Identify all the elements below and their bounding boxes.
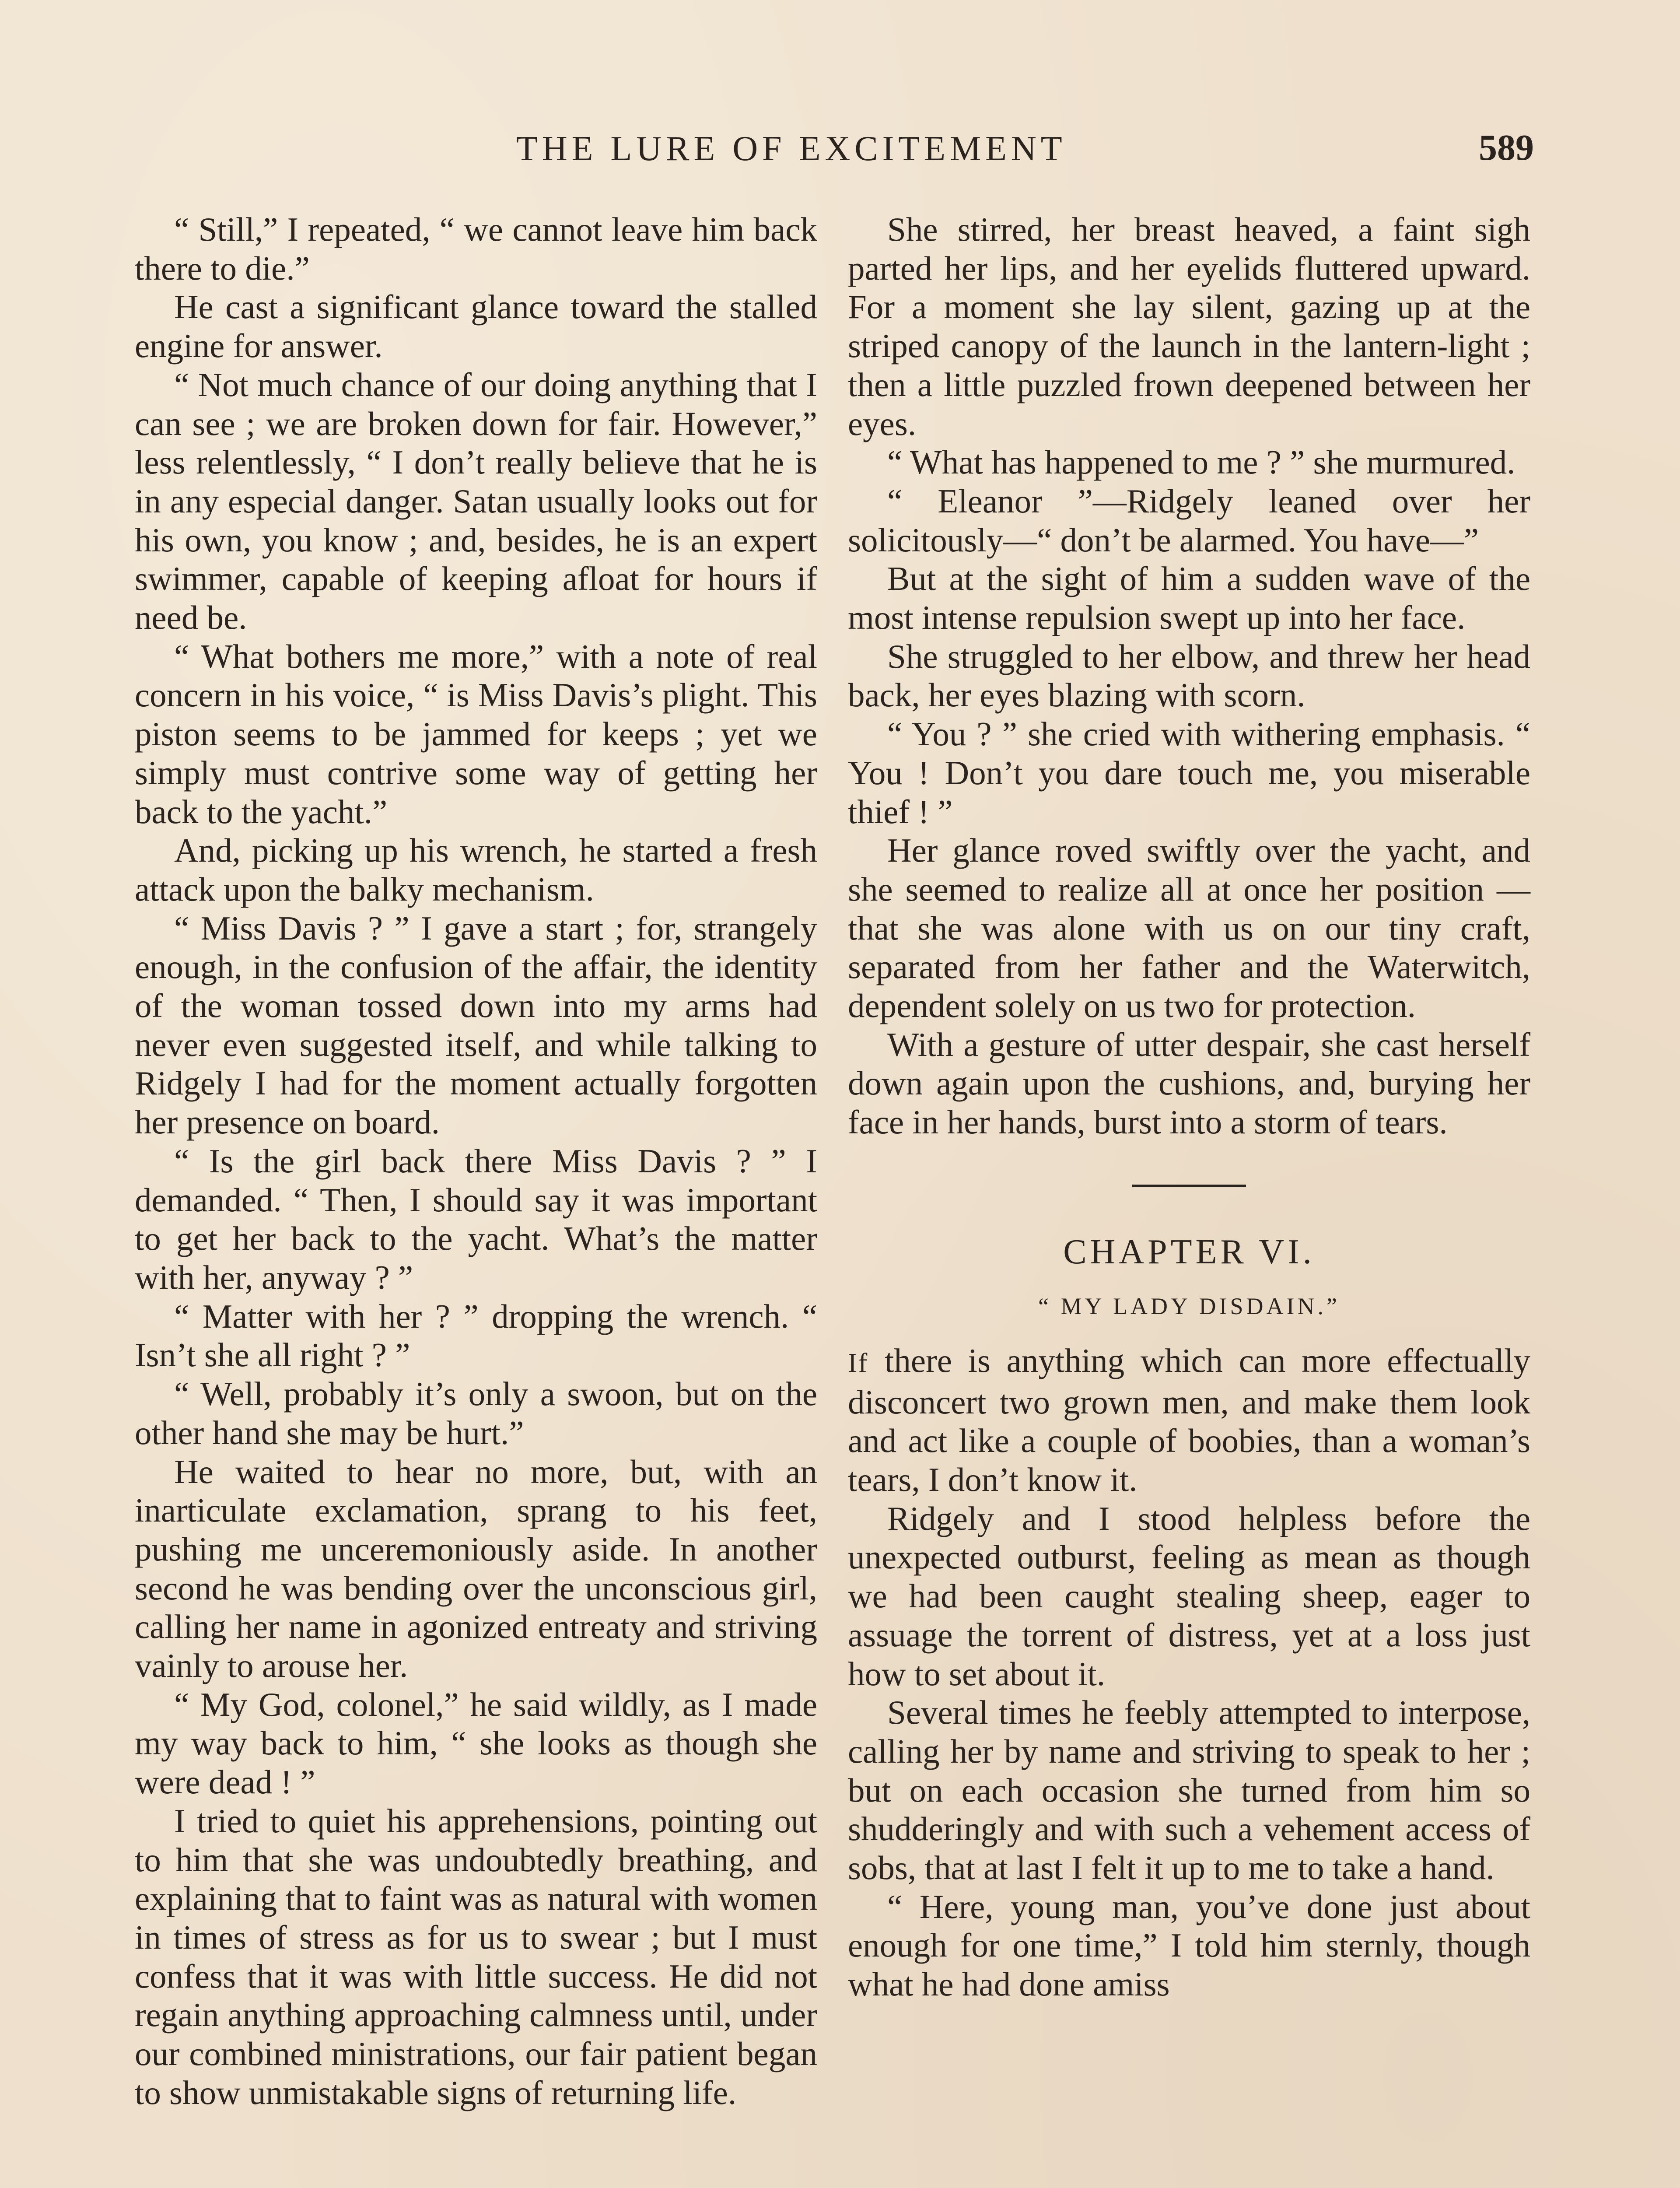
page-number: 589 <box>1479 127 1534 168</box>
paragraph: “ Here, young man, you’ve done just about enough for one time,” I told him sternly, though what he had done amiss <box>848 1887 1530 2003</box>
paragraph: “ What bothers me more,” with a note of real concern in his voice, “ is Miss Davis’s plight. This piston seems to be jammed for keeps ; yet we simply must contrive some way of getting her back to the yacht.” <box>135 637 817 831</box>
section-divider <box>1132 1185 1246 1187</box>
chapter-opening-paragraph <box>848 1341 1530 1499</box>
paragraph: “ Miss Davis ? ” I gave a start ; for, strangely enough, in the confusion of the affair, the identity of the woman tossed down into my arms had never even suggested itself, and while talking to Ridgely I had for the moment actually forgotten her presence on board. <box>135 909 817 1141</box>
paragraph: He waited to hear no more, but, with an inarticulate exclamation, sprang to his feet, pushing me unceremoniously aside. In another second he was bending over the unconscious girl, calling her name in agonized entreaty and striving vainly to arouse her. <box>135 1452 817 1685</box>
paragraph: “ Matter with her ? ” dropping the wrench. “ Isn’t she all right ? ” <box>135 1297 817 1374</box>
paragraph: I tried to quiet his apprehensions, pointing out to him that she was undoubtedly breathing, and explaining that to faint was as natural with women in times of stress as for us to swear ; but I must confess that it was with little success. He did not regain anything approaching calmness until, under our combined ministrations, our fair patient began to show unmistakable signs of returning life. <box>135 1802 817 2111</box>
drop-word: If <box>848 1348 869 1378</box>
paragraph: She struggled to her elbow, and threw her head back, her eyes blazing with scorn. <box>848 637 1530 714</box>
chapter-title: CHAPTER VI. <box>1063 1232 1315 1271</box>
chapter-subtitle: “ MY LADY DISDAIN.” <box>1038 1293 1340 1319</box>
paragraph: But at the sight of him a sudden wave of the most intense repulsion swept up into her face. <box>848 560 1530 637</box>
running-head: THE LURE OF EXCITEMENT <box>516 130 1067 168</box>
paragraph: “ Not much chance of our doing anything that I can see ; we are broken down for fair. However,” less relentlessly, “ I don’t really believe that he is in any especial danger. Satan usually looks out for his own, you know ; and, besides, he is an expert swimmer, capable of keeping afloat for hours if need be. <box>135 365 817 637</box>
paragraph: “ What has happened to me ? ” she murmured. <box>887 443 1516 481</box>
page-header <box>0 129 1680 177</box>
paragraph: “ Is the girl back there Miss Davis ? ” I demanded. “ Then, I should say it was important to get her back to the yacht. What’s the matter with her, anyway ? ” <box>135 1142 817 1296</box>
right-column <box>848 210 1530 2004</box>
paragraph: Her glance roved swiftly over the yacht, and she seemed to realize all at once her position — that she was alone with us on our tiny craft, separated from her father and the Waterwitch, dependent solely on us two for protection. <box>848 831 1530 1025</box>
paragraph: Ridgely and I stood helpless before the unexpected outburst, feeling as mean as though we had been caught stealing sheep, eager to assuage the torrent of distress, yet at a loss just how to set about it. <box>848 1499 1530 1693</box>
paragraph: And, picking up his wrench, he started a fresh attack upon the balky mechanism. <box>135 831 817 908</box>
paragraph: She stirred, her breast heaved, a faint sigh parted her lips, and her eyelids fluttered upward. For a moment she lay silent, gazing up at the striped canopy of the launch in the lantern-light ; then a little puzzled frown deepened between her eyes. <box>848 210 1530 442</box>
paragraph: Several times he feebly attempted to interpose, calling her by name and striving to speak to her ; but on each occasion she turned from him so shudderingly and with such a vehement access of sobs, that at last I felt it up to me to take a hand. <box>848 1694 1530 1887</box>
paragraph: “ My God, colonel,” he said wildly, as I made my way back to him, “ she looks as though she were dead ! ” <box>135 1685 817 1801</box>
paragraph: He cast a significant glance toward the stalled engine for answer. <box>135 288 817 365</box>
paragraph-text: there is anything which can more effectually disconcert two grown men, and make them look and act like a couple of boobies, than a woman’s tears, I don’t know it. <box>848 1341 1530 1498</box>
left-column <box>135 210 817 2112</box>
paragraph: With a gesture of utter despair, she cast herself down again upon the cushions, and, burying her face in her hands, burst into a storm of tears. <box>848 1025 1530 1141</box>
paragraph: “ You ? ” she cried with withering emphasis. “ You ! Don’t you dare touch me, you miserable thief ! ” <box>848 715 1530 831</box>
paragraph: “ Still,” I repeated, “ we cannot leave him back there to die.” <box>135 210 817 287</box>
paragraph: “ Eleanor ”—Ridgely leaned over her solicitously—“ don’t be alarmed. You have—” <box>848 482 1530 559</box>
paragraph: “ Well, probably it’s only a swoon, but on the other hand she may be hurt.” <box>135 1375 817 1452</box>
